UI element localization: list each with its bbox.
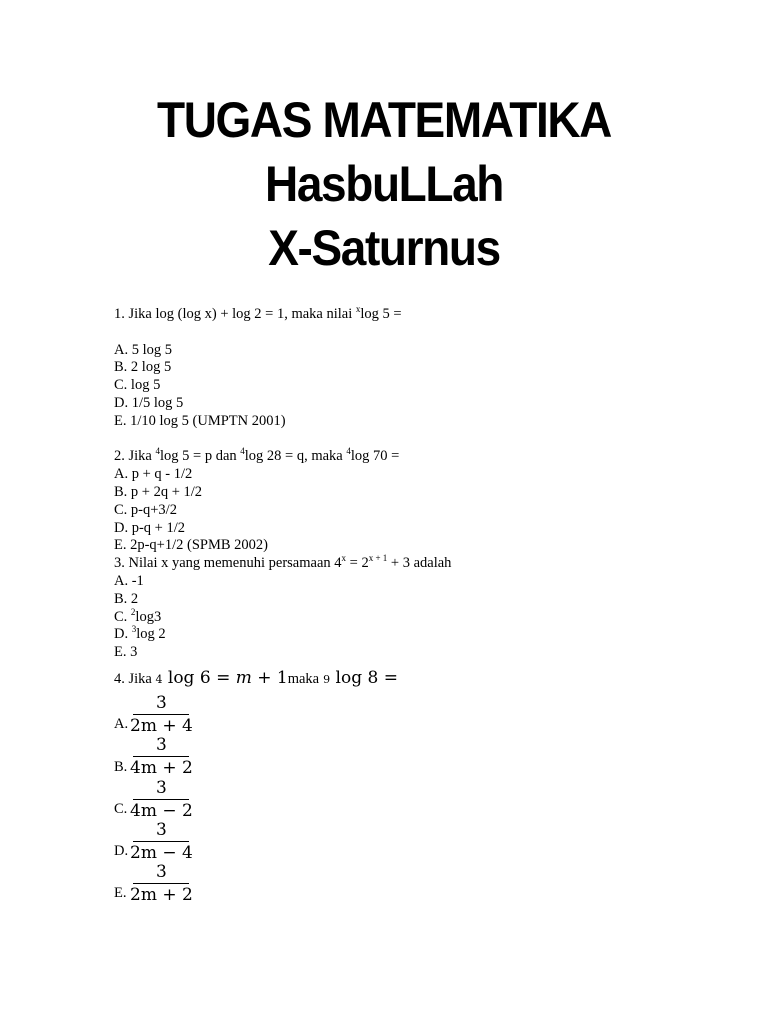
q4-option-a-fraction [130,693,193,736]
q4-option-e [114,863,734,905]
q4-option-e-denominator: 2m + 2 [130,884,193,905]
q3-option-d-text: log 2 [136,626,166,643]
q4-option-b-fraction [130,735,193,778]
q3-option-d-sup: 3 [131,624,137,635]
q3-option-e: E. 3 [114,644,138,661]
q4-option-c-label: C. [114,800,128,817]
q4-option-c-denominator: 4m − 2 [130,800,193,821]
q4-option-d-numerator: 3 [133,820,189,842]
q3-option-c [114,606,734,627]
question-4 [114,667,734,905]
q4-option-c-fraction [130,778,193,821]
q4-sup-2: 9 [323,672,331,686]
title-line-2: HasbuLLah [264,156,504,212]
q2-option-e: E. 2p-q+1/2 (SPMB 2002) [114,537,268,554]
question-3-text [114,555,734,573]
q3-part-2: = 2 [346,555,369,572]
title-line-3: X-Saturnus [268,220,500,276]
q2-sup-2: 4 [240,446,245,457]
q4-option-d-label: D. [114,842,129,859]
q4-option-b-label: B. [114,758,128,775]
q4-option-c-numerator: 3 [133,778,189,800]
question-4-text [114,667,734,694]
q3-part-3: + 3 adalah [387,555,452,572]
q2-part-2: log 5 = p dan [159,448,241,465]
q2-option-c: C. p-q+3/2 [114,501,177,518]
q4-option-c [114,778,734,820]
q1-sup: x [355,304,361,314]
q3-option-d [114,626,734,644]
question-3 [114,555,734,662]
q4-option-a-label: A. [114,716,129,733]
q1-option-e: E. 1/10 log 5 (UMPTN 2001) [114,412,286,429]
q4-expr-1-end: + 1 [251,667,288,688]
q4-option-a [114,694,734,736]
document-title [0,88,768,280]
q3-option-d-label: D. [114,626,132,643]
q2-part-1: 2. Jika [114,448,156,465]
q4-option-d [114,821,734,863]
question-2 [114,448,734,555]
q1-option-c: C. log 5 [114,377,161,394]
q2-sup-1: 4 [155,446,160,457]
document-body [114,306,734,905]
q1-option-d: D. 1/5 log 5 [114,394,184,411]
q4-option-e-label: E. [114,885,127,902]
q2-option-d: D. p-q + 1/2 [114,519,186,536]
q4-option-b [114,736,734,778]
q4-option-b-numerator: 3 [133,735,189,757]
q3-option-b: B. 2 [114,590,139,607]
title-line-1: TUGAS MATEMATIKA [156,92,612,148]
q2-part-4: log 70 = [350,448,400,465]
q4-option-d-denominator: 2m − 4 [130,842,193,863]
q2-option-b: B. p + 2q + 1/2 [114,483,203,500]
q3-option-a: A. -1 [114,572,144,589]
question-1-text [114,306,734,324]
q3-option-c-text: log3 [135,608,162,625]
q2-sup-3: 4 [346,446,351,457]
q4-option-b-denominator: 4m + 2 [130,758,193,779]
q3-option-c-sup: 2 [130,606,136,617]
q3-sup-2: x + 1 [368,553,388,564]
q4-option-e-numerator: 3 [133,862,189,884]
q4-expr-2: log 8 = [330,667,398,688]
q4-var-m: m [235,667,252,688]
q1-text-a: 1. Jika log (log x) + log 2 = 1, maka nilai [114,306,356,322]
q2-part-3: log 28 = q, maka [244,448,347,465]
q3-sup-1: x [341,553,347,564]
q2-option-a: A. p + q - 1/2 [114,466,193,483]
q4-prefix: 4. Jika [114,670,156,687]
q1-option-b: B. 2 log 5 [114,359,172,376]
q4-expr-1: log 6 = [162,667,236,688]
q4-option-e-fraction [130,862,193,905]
question-1 [114,306,734,431]
q4-sup-1: 4 [155,672,163,686]
q4-option-a-numerator: 3 [133,693,189,715]
q3-part-1: 3. Nilai x yang memenuhi persamaan 4 [114,555,342,572]
q4-option-d-fraction [130,820,193,863]
q1-option-a: A. 5 log 5 [114,341,172,358]
question-2-text [114,448,734,466]
q1-text-b: log 5 = [360,306,402,322]
q4-option-a-denominator: 2m + 4 [130,716,193,737]
q3-option-c-label: C. [114,608,131,625]
q4-maka: maka [287,670,320,687]
